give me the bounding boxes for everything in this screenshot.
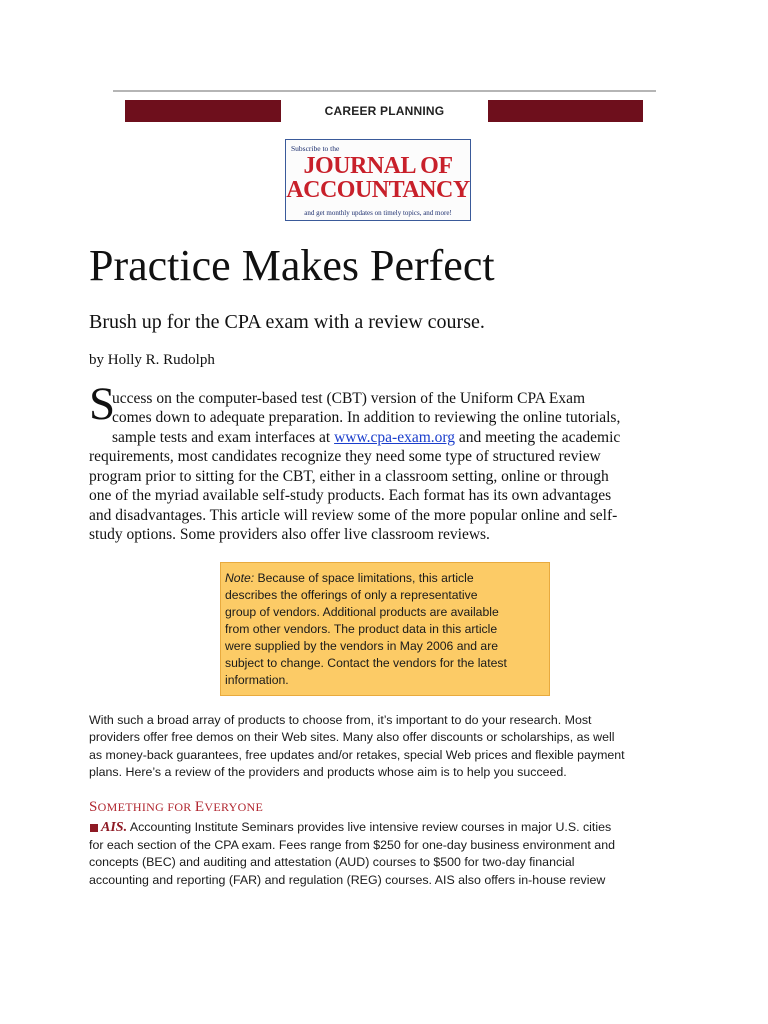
header-bar-right <box>488 100 643 122</box>
note-line-2: describes the offerings of only a representative <box>225 588 478 602</box>
intro-line-3-after: and meeting the academic <box>455 429 621 446</box>
journal-promo-banner[interactable] <box>285 139 471 221</box>
heading-cap-2: E <box>194 799 205 815</box>
bullet-square-icon <box>90 824 98 832</box>
promo-top-text: Subscribe to the <box>291 144 340 153</box>
intro-line-5: program prior to sitting for the CBT, either in a classroom setting, online or through <box>89 468 609 485</box>
journal-logo-line1: JOURNAL OF <box>303 153 453 179</box>
ais-line-3: concepts (BEC) and auditing and attestation (AUD) courses to $500 for two-day financial <box>89 855 575 869</box>
article-byline: by Holly R. Rudolph <box>89 352 215 368</box>
ais-line-1-text: Accounting Institute Seminars provides live intensive review courses in major U.S. cities <box>127 820 612 834</box>
note-line-4: from other vendors. The product data in this article <box>225 622 498 636</box>
note-label: Note: <box>225 571 255 585</box>
para2-line-3: as money-back guarantees, free updates and/or retakes, special Web prices and flexible payment <box>89 748 625 762</box>
heading-rest-1: OMETHING FOR <box>97 800 195 814</box>
para2-line-1: With such a broad array of products to choose from, it’s important to do your research. Most <box>89 713 592 727</box>
heading-cap-1: S <box>89 799 98 815</box>
section-heading <box>89 799 263 816</box>
drop-cap: S <box>89 378 116 430</box>
intro-line-2: comes down to adequate preparation. In addition to reviewing the online tutorials, <box>112 409 621 426</box>
note-line-6: subject to change. Contact the vendors for the latest <box>225 656 507 670</box>
note-line-7: information. <box>225 673 289 687</box>
note-line-1-text: Because of space limitations, this article <box>254 571 474 585</box>
intro-line-7: and disadvantages. This article will review some of the more popular online and self- <box>89 507 618 524</box>
ais-line-4: accounting and reporting (FAR) and regulation (REG) courses. AIS also offers in-house review <box>89 873 606 887</box>
ais-line-2: for each section of the CPA exam. Fees range from $250 for one-day business environment and <box>89 838 615 852</box>
header-rule <box>113 90 656 92</box>
cpa-exam-link[interactable]: www.cpa-exam.org <box>334 429 456 446</box>
ais-label: AIS. <box>101 820 128 835</box>
para2-line-2: providers offer free demos on their Web sites. Many also offer discounts or scholarships, as well <box>89 730 615 744</box>
intro-line-8: study options. Some providers also offer live classroom reviews. <box>89 526 490 543</box>
promo-bottom-text: and get monthly updates on timely topics, and more! <box>304 209 452 217</box>
intro-line-6: one of the myriad available self-study products. Each format has its own advantages <box>89 487 612 504</box>
section-label: CAREER PLANNING <box>324 104 445 118</box>
intro-line-3-text: sample tests and exam interfaces at <box>112 429 335 446</box>
intro-line-4: requirements, most candidates recognize they need some type of structured review <box>89 448 601 465</box>
note-line-3: group of vendors. Additional products are available <box>225 605 499 619</box>
note-line-5: were supplied by the vendors in May 2006 and are <box>225 639 499 653</box>
intro-line-3 <box>112 428 620 447</box>
heading-rest-2: VERYONE <box>204 800 264 814</box>
article-subtitle: Brush up for the CPA exam with a review course. <box>89 311 485 333</box>
intro-line-1: uccess on the computer-based test (CBT) version of the Uniform CPA Exam <box>112 390 586 407</box>
header-bar-left <box>125 100 281 122</box>
note-line-1 <box>225 570 474 587</box>
para2-line-4: plans. Here’s a review of the providers and products whose aim is to help you succeed. <box>89 765 567 779</box>
article-title: Practice Makes Perfect <box>89 241 495 290</box>
journal-logo-line2: ACCOUNTANCY <box>286 177 470 203</box>
ais-line-1 <box>101 819 611 837</box>
note-box <box>220 562 550 696</box>
